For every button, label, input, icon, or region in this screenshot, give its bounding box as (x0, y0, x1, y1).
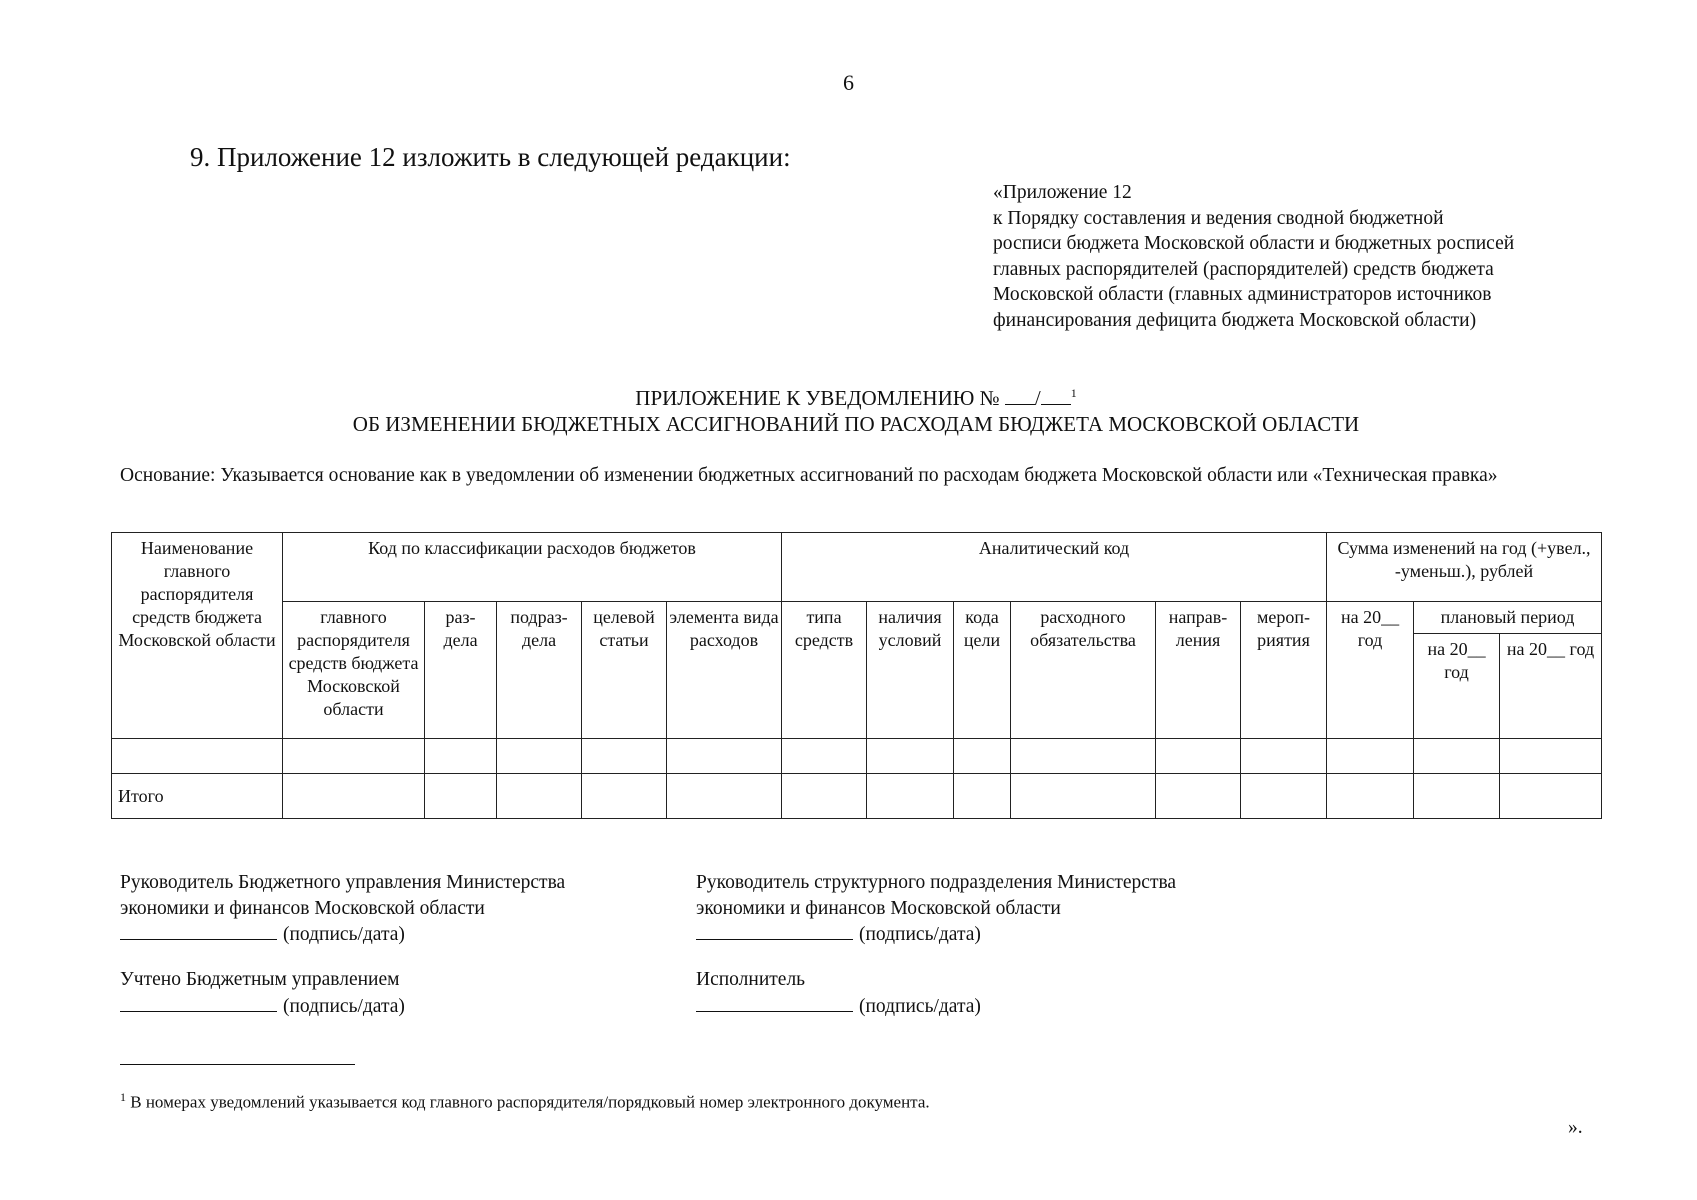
title-prefix: ПРИЛОЖЕНИЕ К УВЕДОМЛЕНИЮ № (635, 386, 1000, 410)
footnote-text: В номерах уведомлений указывается код главного распорядителя/порядковый номер электронного документа. (130, 1092, 930, 1112)
signature-line (696, 921, 1176, 948)
appendix-line: к Порядку составления и ведения сводной бюджетной (993, 207, 1444, 229)
signature-blank (120, 921, 277, 940)
notice-number-blank (1005, 386, 1035, 405)
header-col-direction: направ- ления (1156, 602, 1241, 739)
total-row (112, 774, 1602, 819)
signature-budget-head (120, 870, 565, 948)
signature-budget-department (120, 967, 405, 1019)
header-sum-group: Сумма изменений на год (+увел., -уменьш.), рублей (1327, 533, 1602, 602)
signature-caption: (подпись/дата) (859, 995, 981, 1017)
signature-title: экономики и финансов Московской области (120, 897, 485, 919)
document-title-line-2: ОБ ИЗМЕНЕНИИ БЮДЖЕТНЫХ АССИГНОВАНИЙ ПО РАСХОДАМ БЮДЖЕТА МОСКОВСКОЙ ОБЛАСТИ (352, 412, 1360, 436)
header-col-target-item: целевой статьи (582, 602, 667, 739)
title-separator: / (1034, 386, 1041, 410)
header-planning-year-1: на 20__ год (1414, 634, 1500, 739)
signature-line (120, 993, 405, 1020)
header-analytic-group: Аналитический код (782, 533, 1327, 602)
appendix-reference (993, 180, 1514, 333)
signature-line (696, 993, 981, 1020)
signature-blank (696, 993, 853, 1012)
appendix-line: главных распорядителей (распорядителей) средств бюджета (993, 258, 1494, 280)
total-label: Итого (112, 774, 283, 819)
signature-title: Исполнитель (696, 969, 806, 990)
header-col-distributor: главного распорядителя средств бюджета Московской области (283, 602, 425, 739)
signature-title: Учтено Бюджетным управлением (120, 969, 400, 990)
signature-executor (696, 967, 981, 1019)
header-col-expense-type: элемента вида расходов (667, 602, 782, 739)
signature-blank (696, 921, 853, 940)
signature-caption: (подпись/дата) (283, 995, 405, 1017)
header-planning-year-2: на 20__ год (1500, 634, 1602, 739)
header-classification-group: Код по классификации расходов бюджетов (283, 533, 782, 602)
header-col-current-year: на 20__ год (1327, 602, 1414, 739)
footnote (120, 1090, 930, 1113)
appendix-line: «Приложение 12 (993, 182, 1132, 203)
header-col-activity: мероп- риятия (1241, 602, 1327, 739)
signature-caption: (подпись/дата) (283, 924, 405, 945)
appendix-line: росписи бюджета Московской области и бюджетных росписей (993, 233, 1515, 254)
footnote-marker: 1 (1070, 386, 1077, 400)
signature-caption: (подпись/дата) (859, 924, 981, 945)
signature-title: Руководитель Бюджетного управления Министерства (120, 872, 566, 893)
signature-division-head (696, 870, 1176, 948)
signature-title: экономики и финансов Московской области (696, 897, 1061, 919)
page-number: 6 (843, 70, 854, 95)
document-title-line-1 (0, 386, 1697, 411)
signature-title: Руководитель структурного подразделения Министерства (696, 872, 1177, 893)
appendix-line: Московской области (главных администраторов источников (993, 284, 1492, 305)
appendix-line: финансирования дефицита бюджета Московской области) (993, 309, 1477, 331)
table-row (112, 739, 1602, 774)
header-planning-period: плановый период (1414, 602, 1602, 634)
header-distributor-name: Наименование главного распорядителя средств бюджета Московской области (112, 533, 283, 739)
footnote-marker: 1 (120, 1090, 126, 1104)
header-col-goal-code: кода цели (954, 602, 1011, 739)
signature-blank (120, 993, 277, 1012)
closing-quote-mark: ». (1568, 1117, 1583, 1138)
header-col-obligation: расходного обязательства (1011, 602, 1156, 739)
header-col-section: раз- дела (425, 602, 497, 739)
signature-line (120, 921, 565, 948)
basis-text: Основание: Указывается основание как в уведомлении об изменении бюджетных ассигнований по расходам бюджета Московской области или «Техническая правка» (120, 465, 1498, 486)
item-heading: 9. Приложение 12 изложить в следующей редакции: (190, 142, 791, 172)
footnote-divider (120, 1064, 355, 1065)
budget-changes-table (111, 532, 1602, 819)
header-col-conditions: наличия условий (867, 602, 954, 739)
header-col-subsection: подраз- дела (497, 602, 582, 739)
notice-number-blank (1041, 386, 1071, 405)
header-col-funds-type: типа средств (782, 602, 867, 739)
